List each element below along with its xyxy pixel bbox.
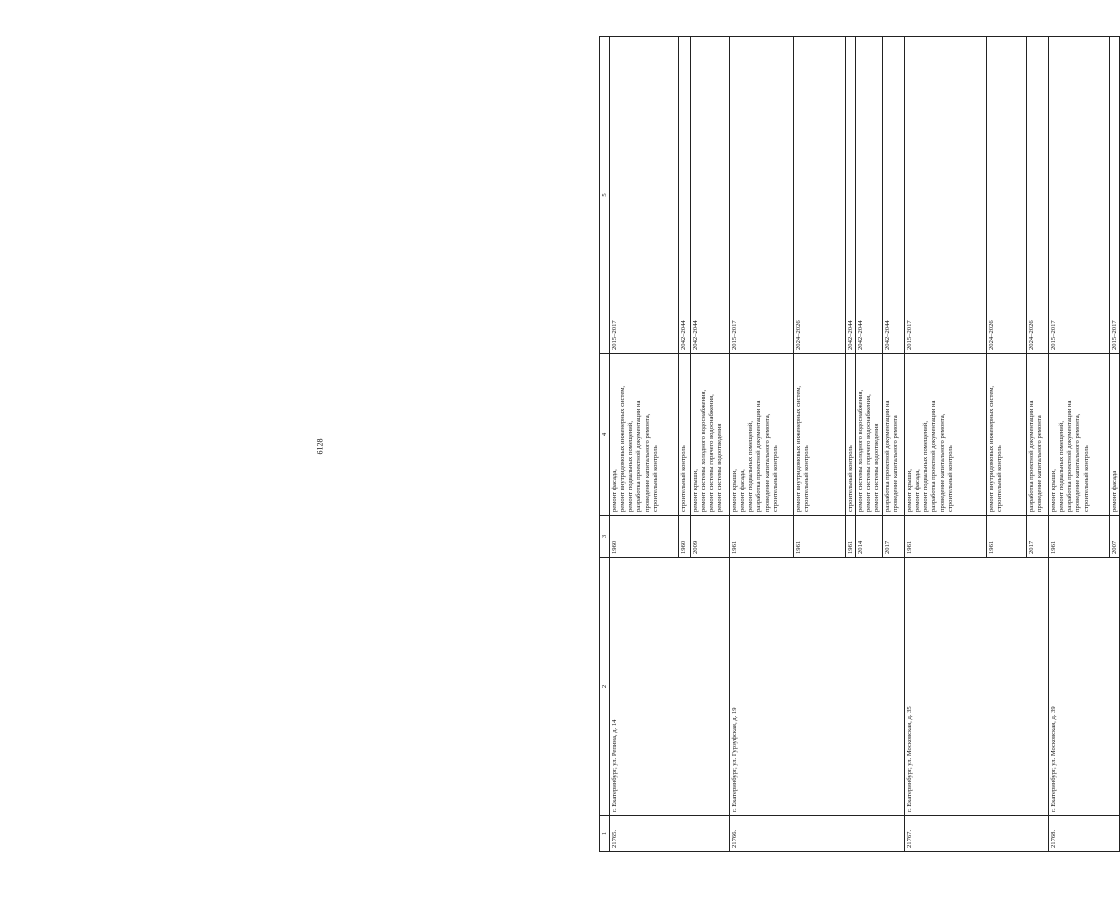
period-cell: 2024–2026 bbox=[794, 37, 846, 354]
works-cell bbox=[794, 354, 846, 516]
table-row bbox=[730, 37, 794, 852]
period-cell: 2024–2026 bbox=[1027, 37, 1049, 354]
year-cell: 2009 bbox=[691, 516, 730, 558]
work-line: проведение капитального ремонта, bbox=[643, 413, 651, 512]
work-line: разработка проектной документации на bbox=[755, 400, 763, 512]
table-body bbox=[610, 37, 1120, 852]
year-cell: 1961 bbox=[794, 516, 846, 558]
work-line: ремонт крыши, bbox=[1049, 469, 1057, 512]
period-cell: 2015–2017 bbox=[1049, 37, 1110, 354]
work-line: ремонт подвальных помещений, bbox=[922, 421, 930, 512]
header-col-4: 4 bbox=[600, 354, 610, 516]
work-line: ремонт системы горячего водоснабжения, bbox=[708, 394, 716, 512]
work-line: проведение капитального ремонта, bbox=[763, 413, 771, 512]
work-line: строительный контроль bbox=[1082, 445, 1090, 512]
work-line: проведение капитального ремонта, bbox=[1074, 413, 1082, 512]
work-line: разработка проектной документации на bbox=[930, 400, 938, 512]
row-number: 21765. bbox=[610, 816, 730, 852]
work-line: ремонт фасада bbox=[1110, 470, 1118, 512]
repair-schedule-table bbox=[599, 36, 1120, 852]
table-row bbox=[905, 37, 987, 852]
header-col-5: 5 bbox=[600, 37, 610, 354]
work-line: проведение капитального ремонта bbox=[891, 415, 899, 512]
works-cell bbox=[883, 354, 905, 516]
work-line: ремонт системы холодного водоснабжения, bbox=[856, 389, 864, 512]
year-cell: 2017 bbox=[1027, 516, 1049, 558]
year-cell: 2017 bbox=[883, 516, 905, 558]
work-line: проведение капитального ремонта, bbox=[938, 413, 946, 512]
header-col-2: 2 bbox=[600, 558, 610, 816]
work-line: ремонт системы горячего водоснабжения, bbox=[865, 394, 873, 512]
work-line: ремонт системы водоотведения bbox=[873, 423, 881, 512]
year-cell: 1961 bbox=[846, 516, 856, 558]
period-cell: 2024–2026 bbox=[987, 37, 1027, 354]
work-line: ремонт крыши, bbox=[730, 469, 738, 512]
address-cell: г. Екатеринбург, ул. Московская, д. 35 bbox=[905, 558, 1049, 816]
year-cell: 1960 bbox=[679, 516, 691, 558]
work-line: строительный контроль bbox=[995, 445, 1003, 512]
work-line: ремонт внутридомовых инженерных систем, bbox=[794, 385, 802, 512]
header-col-1: 1 bbox=[600, 816, 610, 852]
works-cell bbox=[1027, 354, 1049, 516]
row-number: 21766. bbox=[730, 816, 905, 852]
work-line: проведение капитального ремонта bbox=[1035, 415, 1043, 512]
rotated-table-container bbox=[599, 37, 1119, 852]
period-cell: 2042–2044 bbox=[883, 37, 905, 354]
work-line: ремонт подвальных помещений, bbox=[627, 421, 635, 512]
work-line: строительный контроль bbox=[846, 445, 854, 512]
year-cell: 1961 bbox=[905, 516, 987, 558]
work-line: ремонт системы холодного водоснабжения, bbox=[699, 389, 707, 512]
work-line: разработка проектной документации на bbox=[635, 400, 643, 512]
year-cell: 1961 bbox=[987, 516, 1027, 558]
year-cell: 1961 bbox=[1049, 516, 1110, 558]
work-line: ремонт фасада, bbox=[610, 469, 618, 512]
work-line: ремонт крыши, bbox=[691, 469, 699, 512]
row-number: 21768. bbox=[1049, 816, 1120, 852]
period-cell: 2015–2017 bbox=[730, 37, 794, 354]
period-cell: 2042–2044 bbox=[679, 37, 691, 354]
work-line: строительный контроль bbox=[946, 445, 954, 512]
year-cell: 2007 bbox=[1110, 516, 1120, 558]
work-line: ремонт системы водоотведения bbox=[716, 423, 724, 512]
works-cell bbox=[691, 354, 730, 516]
work-line: разработка проектной документации на bbox=[1027, 400, 1035, 512]
period-cell: 2015–2017 bbox=[610, 37, 679, 354]
work-line: ремонт крыши, bbox=[905, 469, 913, 512]
table-row bbox=[610, 37, 679, 852]
work-line: разработка проектной документации на bbox=[883, 400, 891, 512]
table-row bbox=[1049, 37, 1110, 852]
work-line: строительный контроль bbox=[802, 445, 810, 512]
period-cell: 2015–2017 bbox=[1110, 37, 1120, 354]
period-cell: 2042–2044 bbox=[846, 37, 856, 354]
work-line: ремонт внутридомовых инженерных систем, bbox=[987, 385, 995, 512]
period-cell: 2042–2044 bbox=[856, 37, 883, 354]
works-cell bbox=[1049, 354, 1110, 516]
header-col-3: 3 bbox=[600, 516, 610, 558]
work-line: строительный контроль bbox=[651, 445, 659, 512]
page-number bbox=[309, 429, 331, 463]
year-cell: 1961 bbox=[730, 516, 794, 558]
work-line: ремонт фасада, bbox=[738, 469, 746, 512]
works-cell bbox=[905, 354, 987, 516]
works-cell bbox=[856, 354, 883, 516]
year-cell: 1960 bbox=[610, 516, 679, 558]
address-cell: г. Екатеринбург, ул. Гурзуфская, д. 19 bbox=[730, 558, 905, 816]
header-row bbox=[600, 37, 610, 852]
period-cell: 2015–2017 bbox=[905, 37, 987, 354]
works-cell bbox=[679, 354, 691, 516]
work-line: ремонт внутридомовых инженерных систем, bbox=[618, 385, 626, 512]
works-cell bbox=[610, 354, 679, 516]
works-cell bbox=[987, 354, 1027, 516]
work-line: ремонт фасада, bbox=[913, 469, 921, 512]
work-line: ремонт подвальных помещений, bbox=[1057, 421, 1065, 512]
address-cell: г. Екатеринбург, ул. Московская, д. 39 bbox=[1049, 558, 1120, 816]
page-number-text: 6128 bbox=[315, 438, 325, 454]
works-cell bbox=[846, 354, 856, 516]
period-cell: 2042–2044 bbox=[691, 37, 730, 354]
work-line: ремонт подвальных помещений, bbox=[747, 421, 755, 512]
year-cell: 2014 bbox=[856, 516, 883, 558]
works-cell bbox=[1110, 354, 1120, 516]
work-line: разработка проектной документации на bbox=[1066, 400, 1074, 512]
works-cell bbox=[730, 354, 794, 516]
address-cell: г. Екатеринбург, ул. Репина, д. 14 bbox=[610, 558, 730, 816]
work-line: строительный контроль bbox=[679, 445, 687, 512]
row-number: 21767. bbox=[905, 816, 1049, 852]
work-line: строительный контроль bbox=[771, 445, 779, 512]
